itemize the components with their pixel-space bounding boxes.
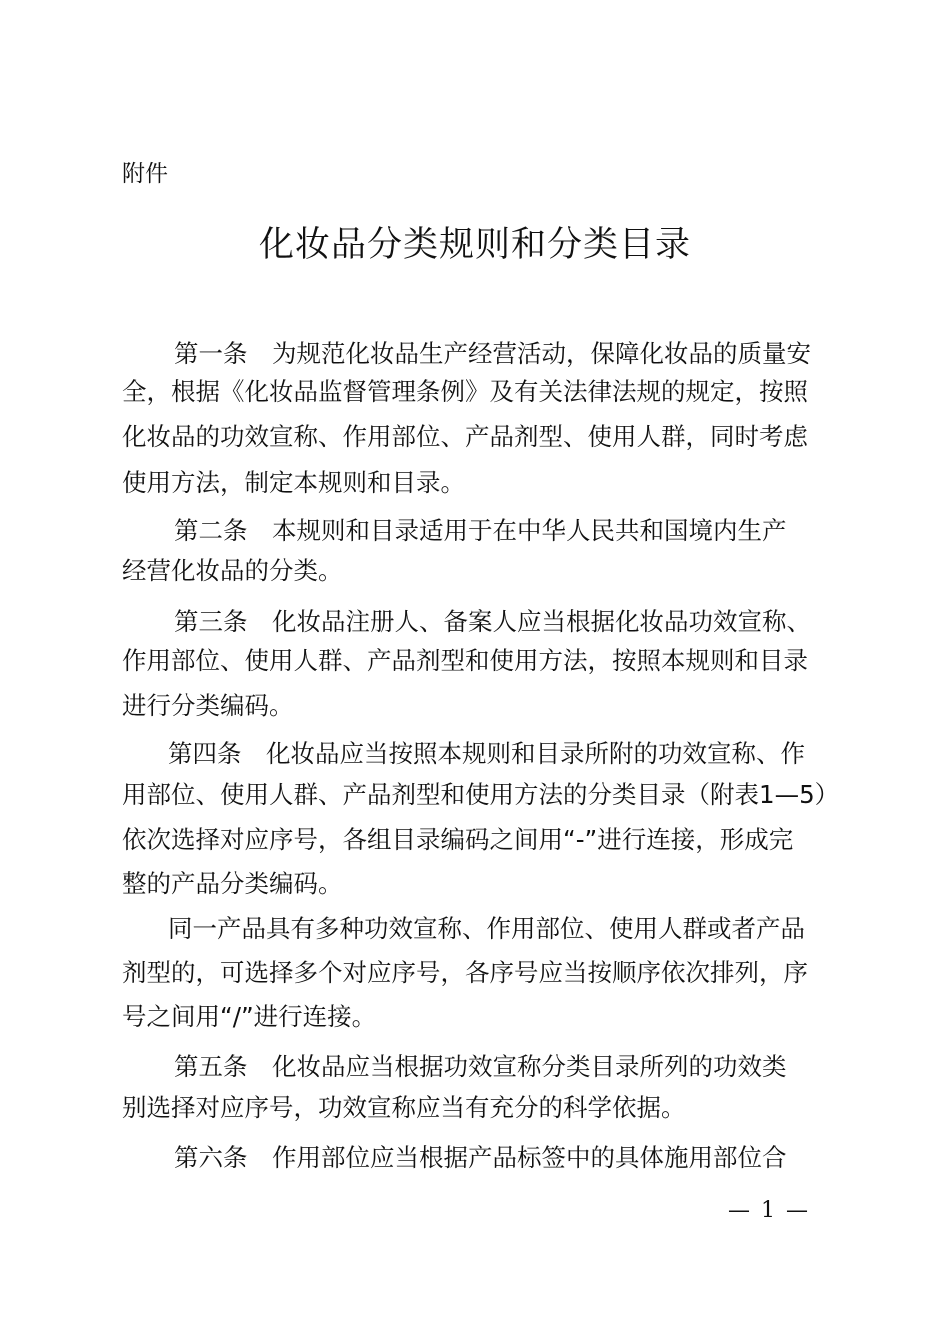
text-line: 依次选择对应序号，各组目录编码之间用“-”进行连接，形成完	[122, 825, 794, 854]
text-line: 整的产品分类编码。	[122, 869, 343, 898]
text-line: 第四条 化妆品应当按照本规则和目录所附的功效宣称、作	[168, 739, 805, 768]
text-line: 第二条 本规则和目录适用于在中华人民共和国境内生产	[174, 516, 787, 545]
text-line: 号之间用“/”进行连接。	[122, 1002, 377, 1031]
text-line: 剂型的，可选择多个对应序号，各序号应当按顺序依次排列，序	[122, 958, 808, 987]
text-line: 用部位、使用人群、产品剂型和使用方法的分类目录（附表1—5）	[122, 780, 840, 809]
text-line: 同一产品具有多种功效宣称、作用部位、使用人群或者产品	[168, 914, 805, 943]
text-line: 经营化妆品的分类。	[122, 556, 343, 585]
text-line: 化妆品的功效宣称、作用部位、产品剂型、使用人群，同时考虑	[122, 422, 808, 451]
text-line: 全，根据《化妆品监督管理条例》及有关法律法规的规定，按照	[122, 377, 808, 406]
attachment-label: 附件	[122, 161, 168, 187]
document-title: 化妆品分类规则和分类目录	[258, 225, 691, 265]
text-line: 第一条 为规范化妆品生产经营活动，保障化妆品的质量安	[174, 339, 811, 368]
text-line: 使用方法，制定本规则和目录。	[122, 468, 465, 497]
text-line: 作用部位、使用人群、产品剂型和使用方法，按照本规则和目录	[122, 646, 808, 675]
page-number: — 1 —	[728, 1198, 810, 1223]
text-line: 进行分类编码。	[122, 691, 294, 720]
text-line: 第五条 化妆品应当根据功效宣称分类目录所列的功效类	[174, 1052, 787, 1081]
text-line: 第三条 化妆品注册人、备案人应当根据化妆品功效宣称、	[174, 607, 811, 636]
text-line: 第六条 作用部位应当根据产品标签中的具体施用部位合	[174, 1143, 787, 1172]
text-line: 别选择对应序号，功效宣称应当有充分的科学依据。	[122, 1093, 686, 1122]
